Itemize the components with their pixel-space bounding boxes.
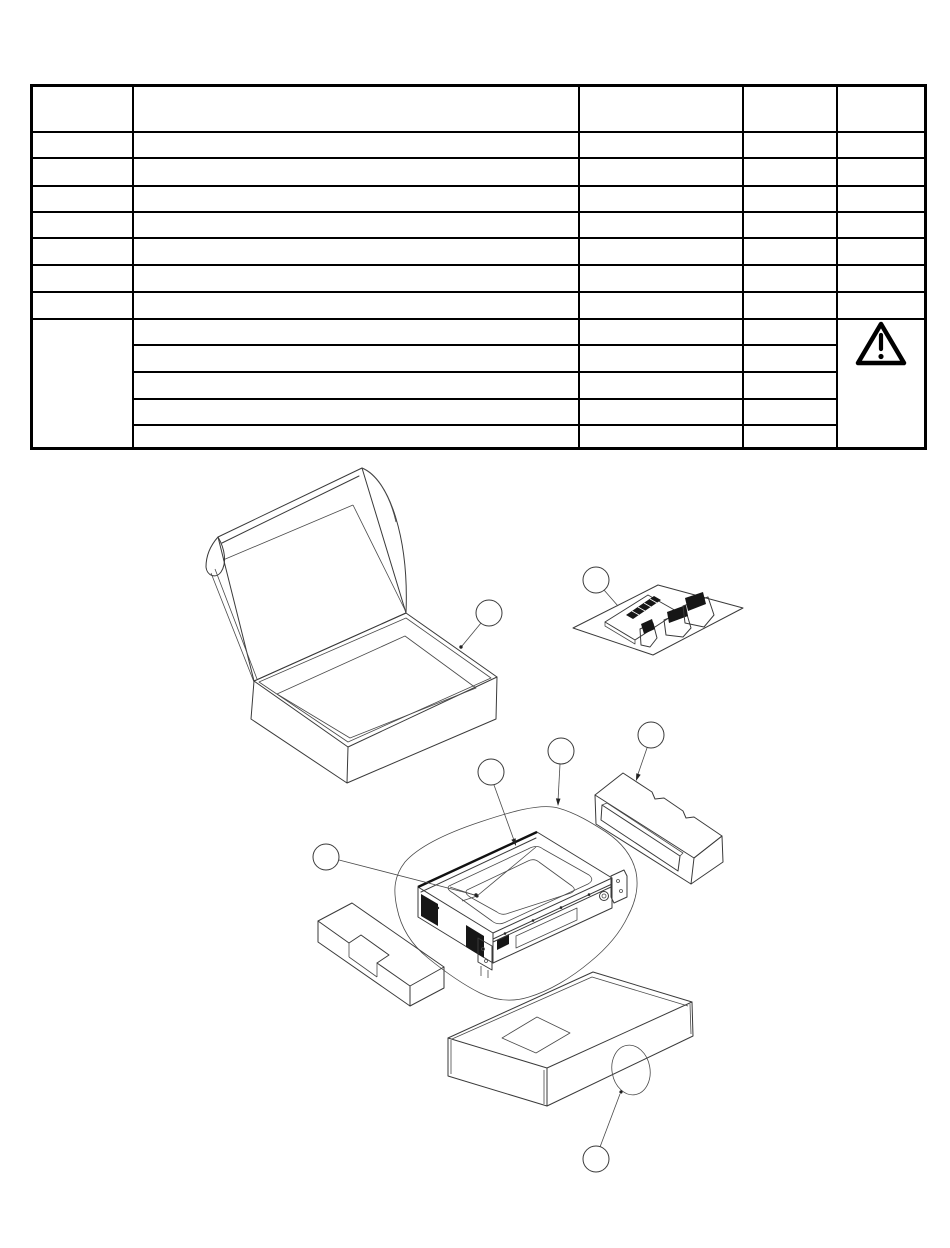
open-carton [206, 468, 497, 783]
callouts [313, 567, 664, 1172]
bag-fold-outline [466, 860, 574, 915]
vent-grille [421, 894, 438, 926]
box-label [502, 1017, 570, 1053]
detail-ellipse [608, 1042, 654, 1098]
front-knob [600, 892, 609, 901]
callout-balloon-2 [583, 567, 609, 593]
closed-shipping-box [448, 972, 693, 1106]
foam-end-cap-right [595, 773, 723, 884]
rail-strip [626, 596, 661, 619]
accessory-kit [573, 585, 743, 655]
callout-balloon-3 [478, 759, 504, 785]
callout-balloon-5 [638, 722, 664, 748]
hardware-bag [685, 592, 706, 611]
callout-balloon-7 [583, 1146, 609, 1172]
callout-balloon-6 [313, 844, 339, 870]
mounting-ear-right [611, 870, 627, 903]
foam-end-cap-left [318, 903, 444, 1006]
hardware-bag [641, 619, 655, 634]
callout-balloon-4 [548, 738, 574, 764]
rack-unit-in-bag [395, 807, 637, 1000]
vent-grille [466, 925, 484, 958]
callout-balloon-1 [476, 600, 502, 626]
